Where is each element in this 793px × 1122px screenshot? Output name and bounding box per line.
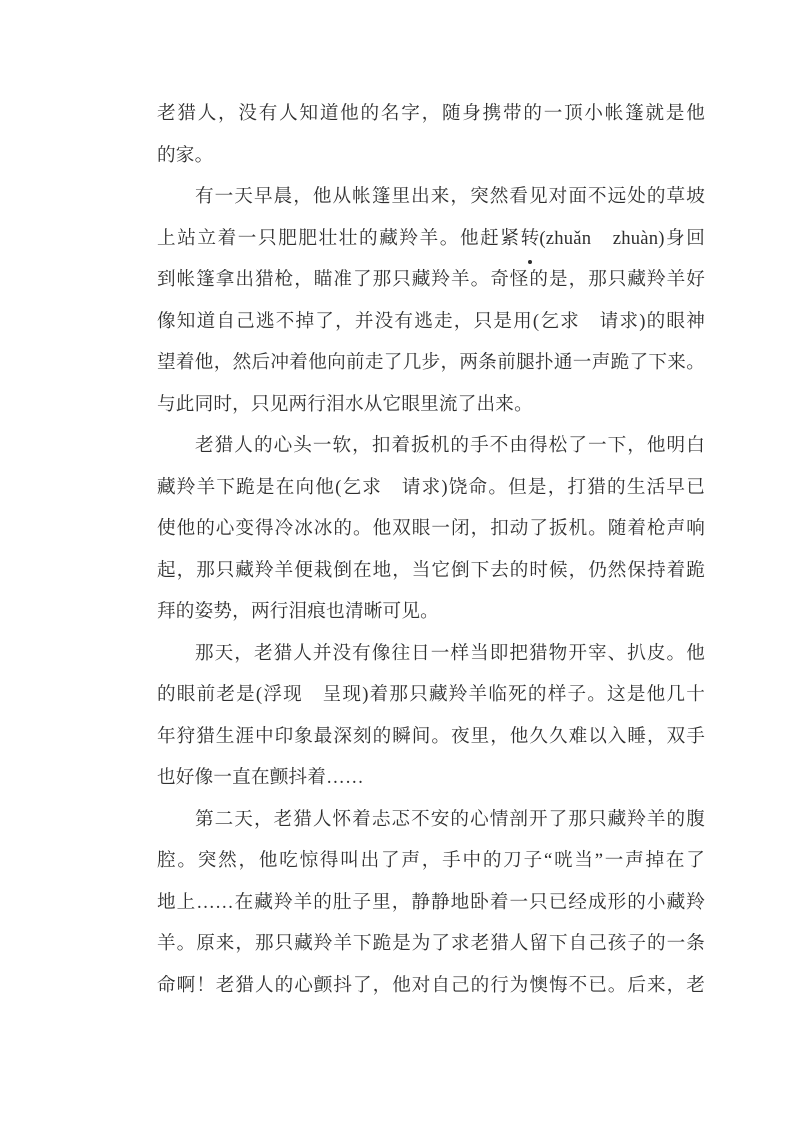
text-line: 命啊！老猎人的心颤抖了，他对自己的行为懊悔不已。后来，老 <box>157 974 705 996</box>
text-line: 老猎人的心头一软，扣着扳机的手不由得松了一下，他明白 <box>195 435 705 456</box>
text-line: 年狩猎生涯中印象最深刻的瞬间。夜里，他久久难以入睡，双手 <box>157 725 705 747</box>
emphasis-char: 转 <box>521 218 540 260</box>
text-line: 有一天早晨，他从帐篷里出来，突然看见对面不远处的草坡 <box>195 186 705 207</box>
text-line: 那天，老猎人并没有像往日一样当即把猎物开宰、扒皮。他 <box>195 642 705 664</box>
text-line: 起，那只藏羚羊便栽倒在地，当它倒下去的时候，仍然保持着跪 <box>157 559 705 581</box>
text-line: 羊。原来，那只藏羚羊下跪是为了求老猎人留下自己孩子的一条 <box>157 933 705 954</box>
text-line: 与此同时，只见两行泪水从它眼里流了出来。 <box>157 393 533 415</box>
text-line: 也好像一直在颤抖着…… <box>157 767 364 788</box>
text-segment: (zhuǎn zhuàn)身回 <box>539 227 705 249</box>
text-line: 腔。突然，他吃惊得叫出了声，手中的刀子“咣当”一声掉在了 <box>157 850 705 871</box>
text-line: 拜的姿势，两行泪痕也清晰可见。 <box>157 601 439 622</box>
passage-text-block <box>157 93 705 1006</box>
text-line: 使他的心变得冷冰冰的。他双眼一闭，扣动了扳机。随着枪声响 <box>157 518 705 539</box>
text-segment: 上站立着一只肥肥壮壮的藏羚羊。他赶紧 <box>157 227 521 249</box>
text-line: 老猎人，没有人知道他的名字，随身携带的一顶小帐篷就是他 <box>157 103 705 124</box>
text-line: 的家。 <box>157 144 214 166</box>
text-line: 藏羚羊下跪是在向他(乞求 请求)饶命。但是，打猎的生活早已 <box>157 476 705 498</box>
text-line: 像知道自己逃不掉了，并没有逃走，只是用(乞求 请求)的眼神 <box>157 310 705 332</box>
text-line: 第二天，老猎人怀着忐忑不安的心情剖开了那只藏羚羊的腹 <box>195 808 705 830</box>
text-line: 望着他，然后冲着他向前走了几步，两条前腿扑通一声跪了下来。 <box>157 352 705 373</box>
text-line: 到帐篷拿出猎枪，瞄准了那只藏羚羊。奇怪的是，那只藏羚羊好 <box>157 269 705 290</box>
text-line: 地上……在藏羚羊的肚子里，静静地卧着一只已经成形的小藏羚 <box>157 891 705 913</box>
text-line-with-emphasis <box>157 218 705 260</box>
text-line: 的眼前老是(浮现 呈现)着那只藏羚羊临死的样子。这是他几十 <box>157 684 705 705</box>
